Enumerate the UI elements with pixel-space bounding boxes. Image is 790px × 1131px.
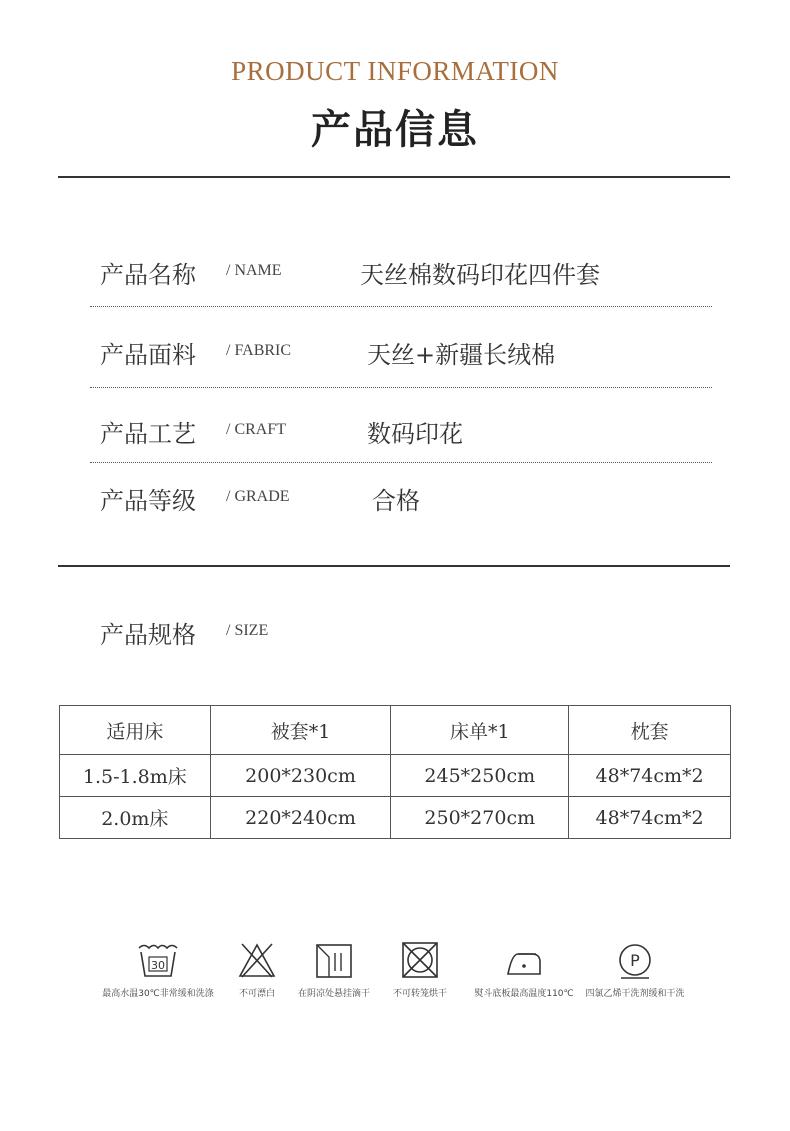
info-label-en: / FABRIC [226, 342, 292, 359]
info-label-en: / NAME [226, 262, 282, 279]
care-caption: 最高水温30℃非常缓和洗涤 [102, 989, 214, 999]
dry-clean-letter: P [630, 951, 640, 970]
care-caption: 四氯乙烯干洗剂缓和干洗 [585, 989, 685, 999]
care-item-tumble [383, 940, 457, 999]
table-cell: 200*230cm [210, 755, 391, 797]
divider-dotted [90, 462, 712, 463]
table-header-cell: 枕套 [569, 706, 731, 755]
care-caption: 不可转笼烘干 [392, 989, 447, 999]
info-label-en: / GRADE [226, 488, 290, 505]
divider-middle [58, 565, 730, 567]
divider-dotted [90, 387, 712, 388]
care-caption: 熨斗底板最高温度110℃ [474, 989, 574, 999]
table-header-cell: 适用床 [60, 706, 211, 755]
table-header-row [60, 706, 731, 755]
info-label: 产品工艺 [100, 420, 196, 448]
table-cell: 48*74cm*2 [569, 797, 731, 839]
info-label: 产品面料 [100, 341, 196, 369]
care-item-iron [470, 940, 578, 999]
care-caption: 不可漂白 [238, 989, 275, 999]
table-cell: 250*270cm [391, 797, 569, 839]
care-caption: 在阴凉处悬挂滴干 [297, 989, 370, 999]
table-header-cell: 床单*1 [391, 706, 569, 755]
size-table [59, 705, 731, 839]
table-row [60, 797, 731, 839]
info-value: 天丝棉数码印花四件套 [360, 261, 600, 289]
table-cell: 2.0m床 [60, 797, 211, 839]
no-bleach-icon [237, 940, 277, 980]
table-header-cell: 被套*1 [210, 706, 391, 755]
care-item-bleach [222, 940, 292, 999]
size-label: 产品规格 [100, 621, 196, 649]
dry-clean-p-icon [615, 940, 655, 980]
title-english: PRODUCT INFORMATION [231, 56, 559, 86]
no-tumble-dry-icon [400, 940, 440, 980]
care-item-wash [98, 940, 218, 999]
table-cell: 220*240cm [210, 797, 391, 839]
info-label-en: / CRAFT [226, 421, 287, 438]
info-label: 产品名称 [100, 261, 196, 289]
table-cell: 48*74cm*2 [569, 755, 731, 797]
divider-dotted [90, 306, 712, 307]
table-cell: 245*250cm [391, 755, 569, 797]
page-title: 产品信息 [311, 107, 479, 153]
table-cell: 1.5-1.8m床 [60, 755, 211, 797]
line-dry-shade-icon [314, 940, 354, 980]
care-item-dryclean [580, 940, 690, 999]
info-value: 天丝+新疆长绒棉 [367, 341, 556, 369]
wash-30-icon [136, 940, 180, 980]
care-item-dry [290, 940, 378, 999]
wash-temp-number: 30 [151, 959, 165, 972]
info-value: 数码印花 [367, 420, 463, 448]
info-label: 产品等级 [100, 487, 196, 515]
info-value: 合格 [372, 487, 420, 515]
size-label-en: / SIZE [226, 622, 269, 639]
table-row [60, 755, 731, 797]
iron-110-icon [502, 940, 546, 980]
divider-top [58, 176, 730, 178]
